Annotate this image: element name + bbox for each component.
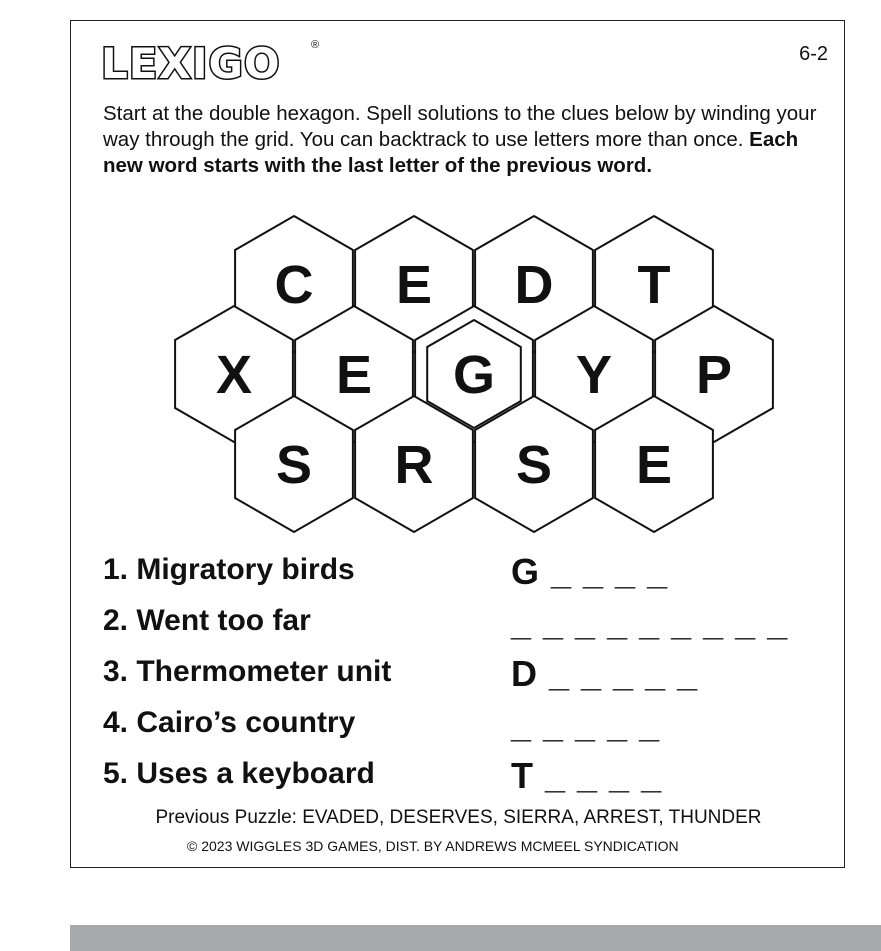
instructions-text: Start at the double hexagon. Spell solutions to the clues below by winding your way through the grid. You can backtrack to use letters more than once. [103, 102, 817, 151]
previous-puzzle: Previous Puzzle: EVADED, DESERVES, SIERRA, ARREST, THUNDER [155, 807, 762, 828]
hex-letter: P [695, 345, 733, 405]
hex-letter: E [635, 435, 673, 495]
hex-letter: E [335, 345, 373, 405]
hex-letter: T [637, 255, 671, 315]
hex-letter: D [514, 255, 554, 315]
clue-3 [103, 655, 843, 706]
hex-letter: R [394, 435, 434, 495]
answer-blanks[interactable]: _ _ _ _ _ [511, 704, 661, 745]
puzzle-id: 6-2 [799, 43, 828, 65]
instructions-bold: Each new word starts with the last letter of the previous word. [103, 128, 799, 177]
hex-letter: S [275, 435, 313, 495]
answer-blanks[interactable]: D _ _ _ _ _ [511, 653, 699, 694]
answer-blanks[interactable]: T _ _ _ _ [511, 755, 663, 796]
puzzle-card [70, 20, 845, 868]
clue-label: 3. Thermometer unit [103, 655, 392, 688]
answer-blanks[interactable]: G _ _ _ _ [511, 551, 669, 592]
clue-5 [103, 757, 843, 808]
copyright: © 2023 WIGGLES 3D GAMES, DIST. BY ANDREWS MCMEEL SYNDICATION [187, 838, 679, 854]
hex-letter: X [215, 345, 253, 405]
hex-letter: S [515, 435, 553, 495]
hex-grid [71, 21, 846, 541]
hex-letter: E [395, 255, 433, 315]
hex-letter: C [274, 255, 314, 315]
hex-letter: G [452, 345, 496, 405]
hex-letter: Y [575, 345, 613, 405]
registered-mark: ® [311, 39, 320, 51]
clue-2 [103, 604, 843, 655]
clue-4 [103, 706, 843, 757]
clue-label: 4. Cairo’s country [103, 706, 356, 739]
clue-label: 1. Migratory birds [103, 553, 355, 586]
clue-label: 2. Went too far [103, 604, 311, 637]
bottom-bar [70, 925, 881, 951]
clue-list [103, 553, 843, 808]
clue-label: 5. Uses a keyboard [103, 757, 375, 790]
answer-blanks[interactable]: _ _ _ _ _ _ _ _ _ [511, 602, 789, 643]
lexigo-logo: LEXIGO [101, 39, 281, 88]
clue-1 [103, 553, 843, 604]
